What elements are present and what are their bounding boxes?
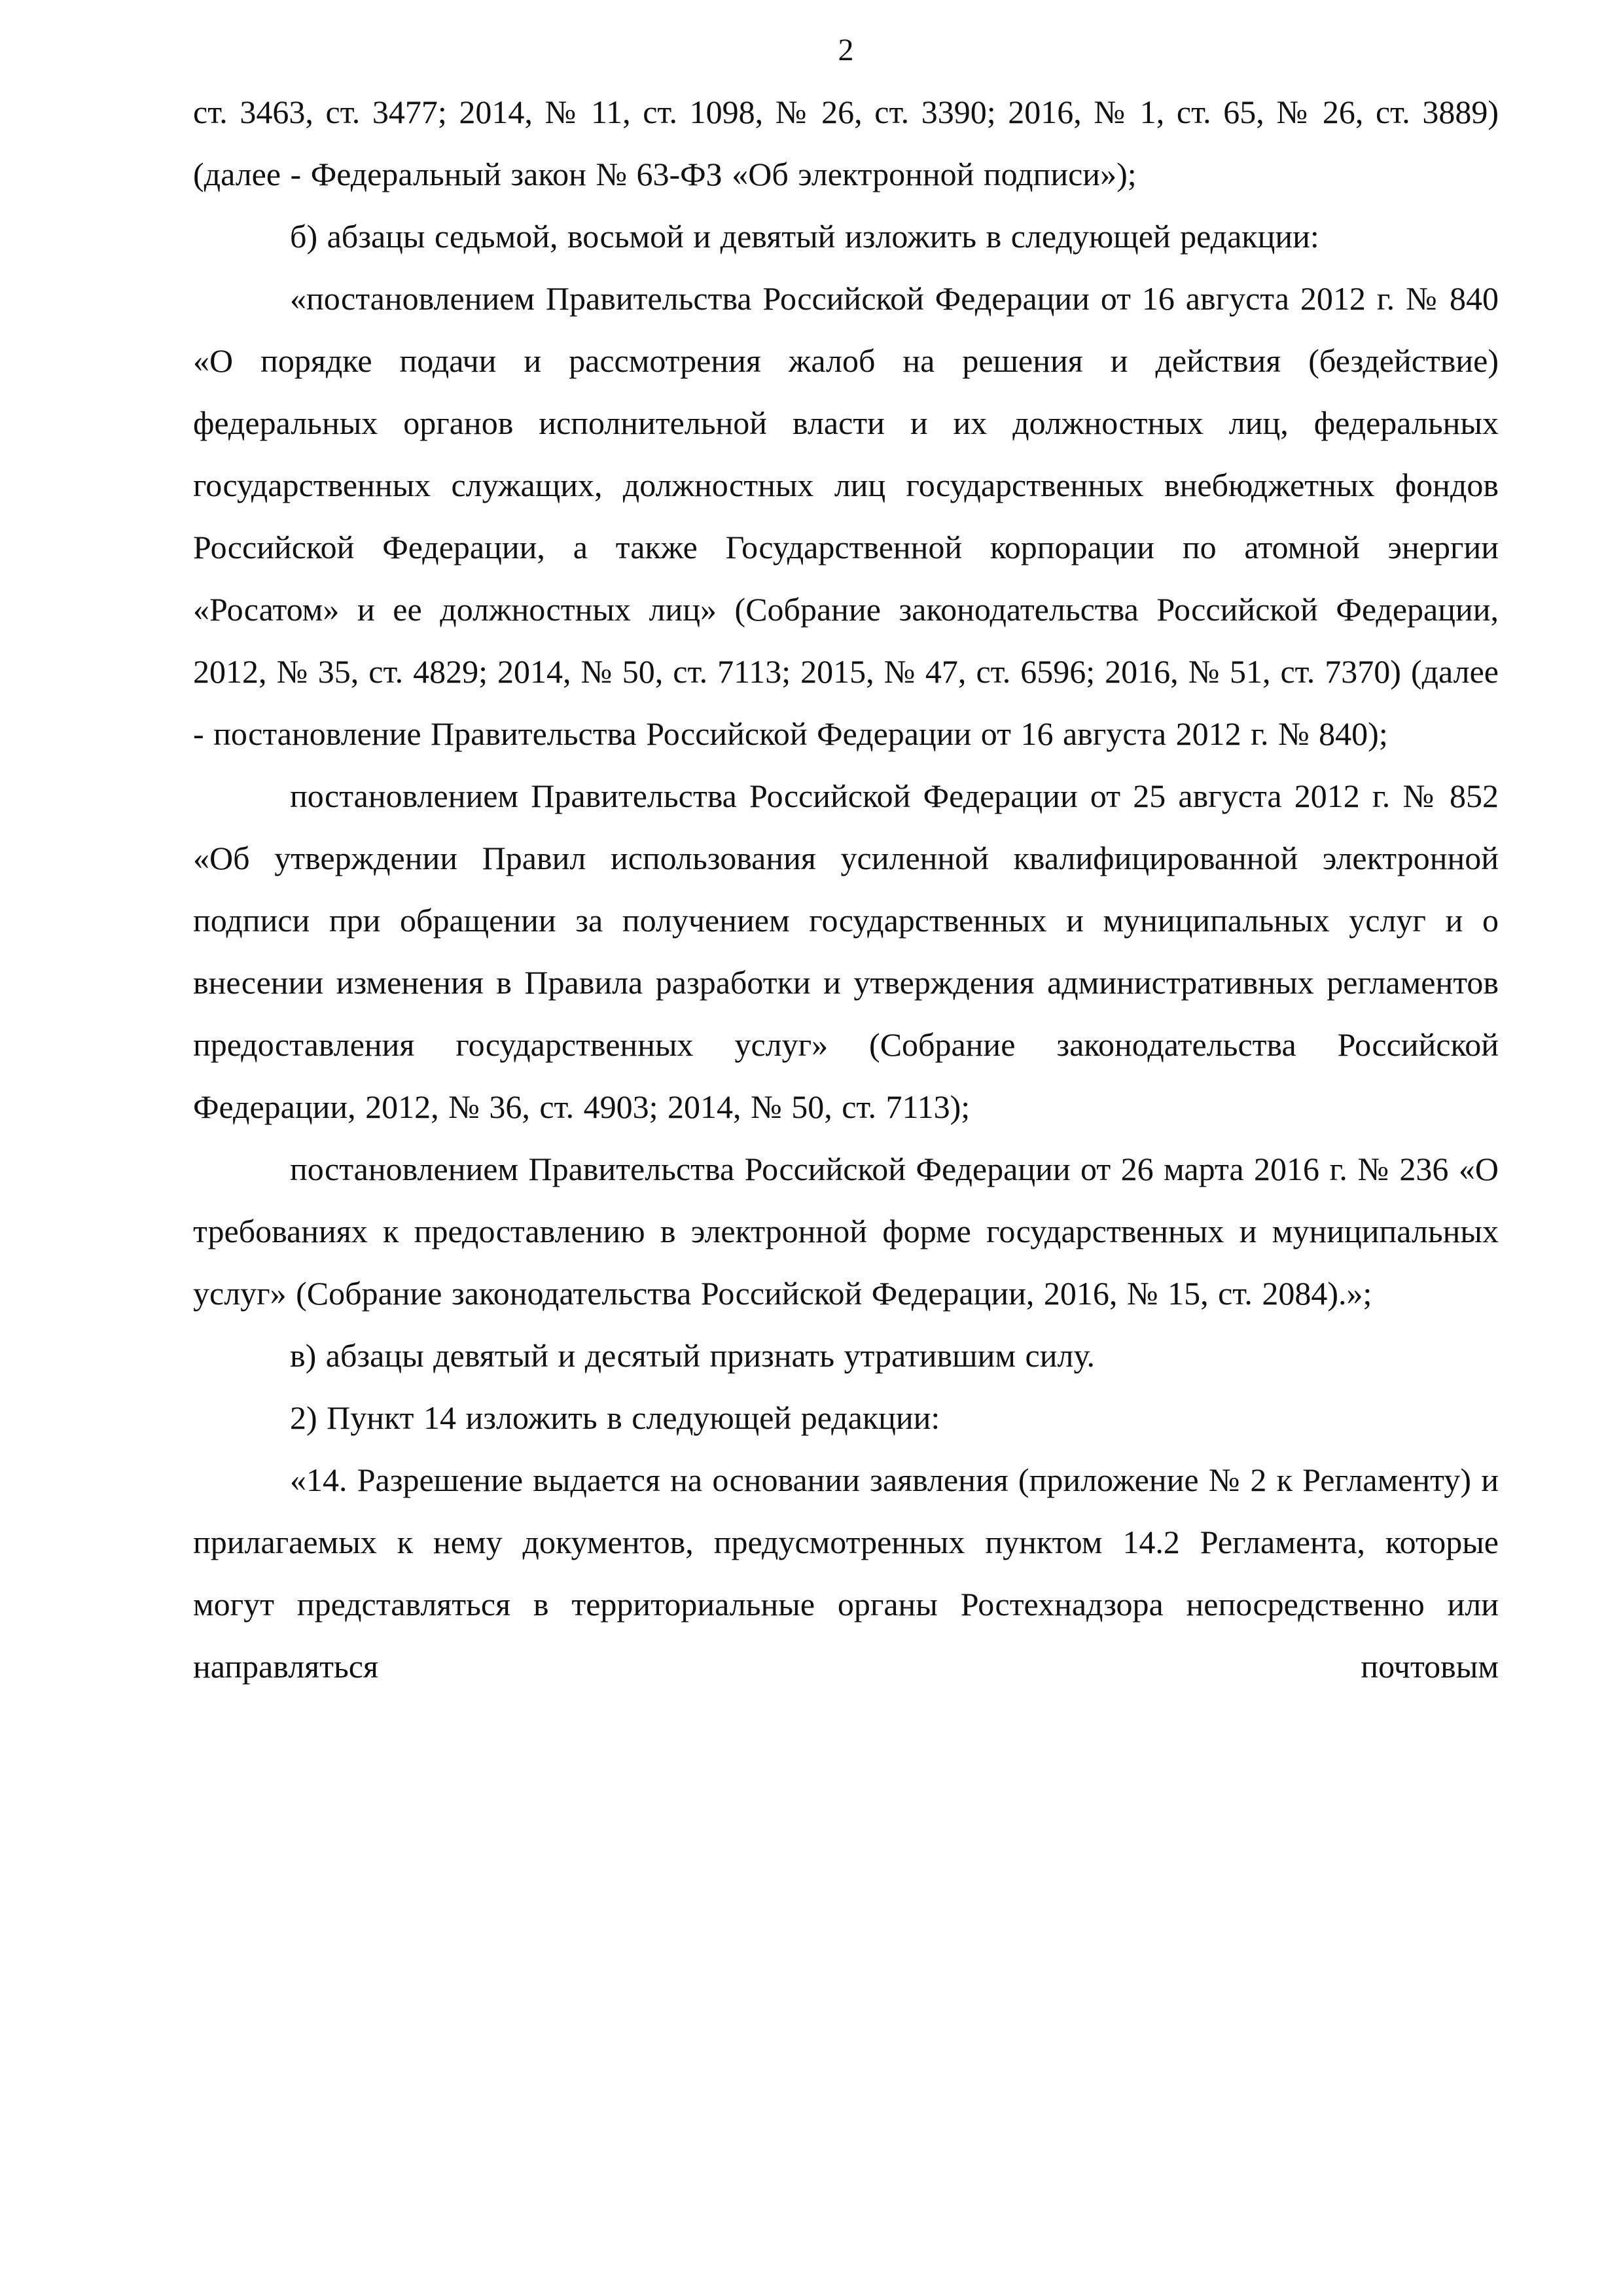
paragraph-decree-236: постановлением Правительства Российской Федерации от 26 марта 2016 г. № 236 «О требованиях к предоставлению в электронной форме государственных и муниципальных услуг» (Собрание законодательства Российской Федерации, 2016, № 15, ст. 2084).»; — [193, 1151, 1499, 1312]
paragraph-decree-840: «постановлением Правительства Российской Федерации от 16 августа 2012 г. № 840 «О порядке подачи и рассмотрения жалоб на решения и действия (бездействие) федеральных органов исполнительной власти и их должностных лиц, федеральных государственных служащих, должностных лиц государственных внебюджетных фондов Российской Федерации, а также Государственной корпорации по атомной энергии «Росатом» и ее должностных лиц» (Собрание законодательства Российской Федерации, 2012, № 35, ст. 4829; 2014, № 50, ст. 7113; 2015, № 47, ст. 6596; 2016, № 51, ст. 7370) (далее - постановление Правительства Российской Федерации от 16 августа 2012 г. № 840); — [193, 280, 1499, 752]
document-body — [193, 81, 1499, 1698]
paragraph-subitem-v: в) абзацы девятый и десятый признать утратившим силу. — [290, 1337, 1095, 1374]
paragraph-point-14: «14. Разрешение выдается на основании заявления (приложение № 2 к Регламенту) и прилагаемых к нему документов, предусмотренных пунктом 14.2 Регламента, которые могут представляться в территориальные органы Ростехнадзора непосредственно или направляться почтовым — [193, 1462, 1499, 1685]
paragraph-decree-852: постановлением Правительства Российской Федерации от 25 августа 2012 г. № 852 «Об утверждении Правил использования усиленной квалифицированной электронной подписи при обращении за получением государственных и муниципальных услуг и о внесении изменения в Правила разработки и утверждения административных регламентов предоставления государственных услуг» (Собрание законодательства Российской Федерации, 2012, № 36, ст. 4903; 2014, № 50, ст. 7113); — [193, 778, 1499, 1125]
paragraph-item-2: 2) Пункт 14 изложить в следующей редакции: — [290, 1399, 940, 1436]
paragraph-continuation: ст. 3463, ст. 3477; 2014, № 11, ст. 1098, № 26, ст. 3390; 2016, № 1, ст. 65, № 26, ст. 3889) (далее - Федеральный закон № 63-ФЗ «Об электронной подписи»); — [193, 94, 1499, 192]
paragraph-subitem-b: б) абзацы седьмой, восьмой и девятый изложить в следующей редакции: — [290, 218, 1319, 255]
page-number: 2 — [838, 33, 854, 67]
